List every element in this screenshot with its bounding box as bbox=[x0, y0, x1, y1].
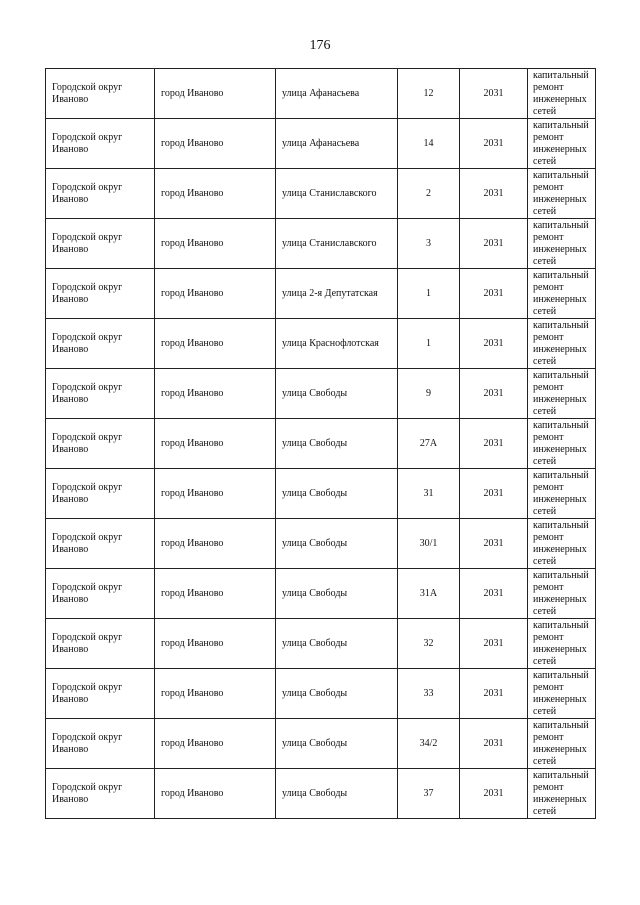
table-row bbox=[46, 369, 596, 419]
house-number-cell: 33 bbox=[398, 669, 460, 719]
planned-year-cell: 2031 bbox=[460, 619, 528, 669]
table-row bbox=[46, 269, 596, 319]
planned-year-cell: 2031 bbox=[460, 769, 528, 819]
municipal-district-cell: Городской округ Иваново bbox=[46, 769, 155, 819]
work-type-cell: капитальный ремонт инженерных сетей bbox=[528, 669, 596, 719]
planned-year-cell: 2031 bbox=[460, 669, 528, 719]
work-type-cell: капитальный ремонт инженерных сетей bbox=[528, 269, 596, 319]
municipal-district-cell: Городской округ Иваново bbox=[46, 619, 155, 669]
work-type-cell: капитальный ремонт инженерных сетей bbox=[528, 519, 596, 569]
table-row bbox=[46, 519, 596, 569]
municipal-district-cell: Городской округ Иваново bbox=[46, 69, 155, 119]
settlement-cell: город Иваново bbox=[155, 219, 276, 269]
planned-year-cell: 2031 bbox=[460, 569, 528, 619]
work-type-cell: капитальный ремонт инженерных сетей bbox=[528, 569, 596, 619]
work-type-cell: капитальный ремонт инженерных сетей bbox=[528, 769, 596, 819]
work-type-cell: капитальный ремонт инженерных сетей bbox=[528, 319, 596, 369]
house-number-cell: 31А bbox=[398, 569, 460, 619]
planned-year-cell: 2031 bbox=[460, 719, 528, 769]
house-number-cell: 37 bbox=[398, 769, 460, 819]
registry-table bbox=[45, 68, 596, 819]
street-cell: улица Свободы bbox=[276, 519, 398, 569]
table-row bbox=[46, 169, 596, 219]
house-number-cell: 1 bbox=[398, 319, 460, 369]
work-type-cell: капитальный ремонт инженерных сетей bbox=[528, 219, 596, 269]
planned-year-cell: 2031 bbox=[460, 69, 528, 119]
page-number: 176 bbox=[309, 38, 331, 53]
municipal-district-cell: Городской округ Иваново bbox=[46, 519, 155, 569]
municipal-district-cell: Городской округ Иваново bbox=[46, 169, 155, 219]
work-type-cell: капитальный ремонт инженерных сетей bbox=[528, 419, 596, 469]
street-cell: улица Свободы bbox=[276, 619, 398, 669]
table-row bbox=[46, 569, 596, 619]
settlement-cell: город Иваново bbox=[155, 69, 276, 119]
planned-year-cell: 2031 bbox=[460, 469, 528, 519]
work-type-cell: капитальный ремонт инженерных сетей bbox=[528, 719, 596, 769]
house-number-cell: 34/2 bbox=[398, 719, 460, 769]
table-row bbox=[46, 619, 596, 669]
settlement-cell: город Иваново bbox=[155, 469, 276, 519]
work-type-cell: капитальный ремонт инженерных сетей bbox=[528, 69, 596, 119]
table-row bbox=[46, 419, 596, 469]
settlement-cell: город Иваново bbox=[155, 769, 276, 819]
settlement-cell: город Иваново bbox=[155, 569, 276, 619]
settlement-cell: город Иваново bbox=[155, 169, 276, 219]
planned-year-cell: 2031 bbox=[460, 269, 528, 319]
settlement-cell: город Иваново bbox=[155, 269, 276, 319]
settlement-cell: город Иваново bbox=[155, 419, 276, 469]
street-cell: улица Афанасьева bbox=[276, 119, 398, 169]
planned-year-cell: 2031 bbox=[460, 119, 528, 169]
table-row bbox=[46, 69, 596, 119]
planned-year-cell: 2031 bbox=[460, 369, 528, 419]
work-type-cell: капитальный ремонт инженерных сетей bbox=[528, 369, 596, 419]
municipal-district-cell: Городской округ Иваново bbox=[46, 369, 155, 419]
planned-year-cell: 2031 bbox=[460, 319, 528, 369]
planned-year-cell: 2031 bbox=[460, 219, 528, 269]
settlement-cell: город Иваново bbox=[155, 119, 276, 169]
table-row bbox=[46, 319, 596, 369]
table-row bbox=[46, 469, 596, 519]
registry-table-body bbox=[46, 69, 596, 819]
municipal-district-cell: Городской округ Иваново bbox=[46, 469, 155, 519]
planned-year-cell: 2031 bbox=[460, 519, 528, 569]
table-row bbox=[46, 119, 596, 169]
street-cell: улица Свободы bbox=[276, 369, 398, 419]
street-cell: улица Краснофлотская bbox=[276, 319, 398, 369]
planned-year-cell: 2031 bbox=[460, 419, 528, 469]
street-cell: улица Станиславского bbox=[276, 169, 398, 219]
municipal-district-cell: Городской округ Иваново bbox=[46, 669, 155, 719]
street-cell: улица Свободы bbox=[276, 419, 398, 469]
settlement-cell: город Иваново bbox=[155, 669, 276, 719]
table-row bbox=[46, 719, 596, 769]
table-row bbox=[46, 669, 596, 719]
settlement-cell: город Иваново bbox=[155, 719, 276, 769]
street-cell: улица Свободы bbox=[276, 469, 398, 519]
house-number-cell: 3 bbox=[398, 219, 460, 269]
street-cell: улица 2-я Депутатская bbox=[276, 269, 398, 319]
work-type-cell: капитальный ремонт инженерных сетей bbox=[528, 469, 596, 519]
house-number-cell: 30/1 bbox=[398, 519, 460, 569]
house-number-cell: 31 bbox=[398, 469, 460, 519]
street-cell: улица Станиславского bbox=[276, 219, 398, 269]
house-number-cell: 9 bbox=[398, 369, 460, 419]
municipal-district-cell: Городской округ Иваново bbox=[46, 419, 155, 469]
house-number-cell: 27А bbox=[398, 419, 460, 469]
work-type-cell: капитальный ремонт инженерных сетей bbox=[528, 119, 596, 169]
house-number-cell: 1 bbox=[398, 269, 460, 319]
street-cell: улица Свободы bbox=[276, 719, 398, 769]
settlement-cell: город Иваново bbox=[155, 619, 276, 669]
house-number-cell: 14 bbox=[398, 119, 460, 169]
municipal-district-cell: Городской округ Иваново bbox=[46, 569, 155, 619]
work-type-cell: капитальный ремонт инженерных сетей bbox=[528, 619, 596, 669]
settlement-cell: город Иваново bbox=[155, 319, 276, 369]
house-number-cell: 32 bbox=[398, 619, 460, 669]
house-number-cell: 2 bbox=[398, 169, 460, 219]
settlement-cell: город Иваново bbox=[155, 519, 276, 569]
street-cell: улица Афанасьева bbox=[276, 69, 398, 119]
municipal-district-cell: Городской округ Иваново bbox=[46, 319, 155, 369]
planned-year-cell: 2031 bbox=[460, 169, 528, 219]
table-row bbox=[46, 219, 596, 269]
street-cell: улица Свободы bbox=[276, 769, 398, 819]
street-cell: улица Свободы bbox=[276, 569, 398, 619]
municipal-district-cell: Городской округ Иваново bbox=[46, 269, 155, 319]
municipal-district-cell: Городской округ Иваново bbox=[46, 219, 155, 269]
table-row bbox=[46, 769, 596, 819]
work-type-cell: капитальный ремонт инженерных сетей bbox=[528, 169, 596, 219]
municipal-district-cell: Городской округ Иваново bbox=[46, 119, 155, 169]
settlement-cell: город Иваново bbox=[155, 369, 276, 419]
street-cell: улица Свободы bbox=[276, 669, 398, 719]
house-number-cell: 12 bbox=[398, 69, 460, 119]
municipal-district-cell: Городской округ Иваново bbox=[46, 719, 155, 769]
